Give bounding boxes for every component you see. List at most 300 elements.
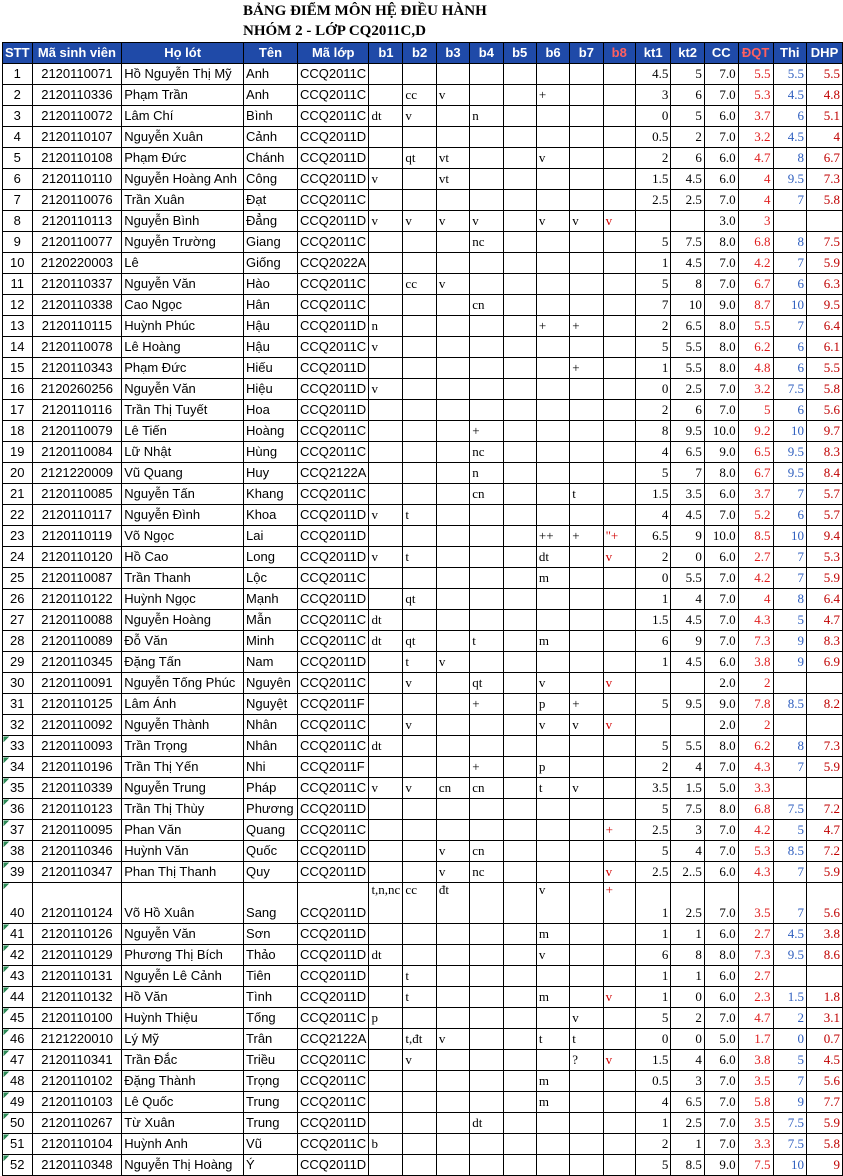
cell-kt2: 5.5: [671, 568, 705, 589]
cell-dqt: 3: [738, 211, 773, 232]
cell-class-code: CCQ2011C: [297, 442, 368, 463]
header-b2: b2: [403, 43, 436, 64]
cell-surname: Hồ Văn: [122, 987, 244, 1008]
cell-stt: 28: [3, 631, 33, 652]
cell-dhp: 8.2: [807, 694, 843, 715]
cell-class-code: CCQ2011F: [297, 694, 368, 715]
cell-b7: [570, 442, 603, 463]
cell-b6: [536, 169, 569, 190]
cell-kt1: 1: [635, 589, 670, 610]
cell-dqt: 3.5: [738, 1071, 773, 1092]
cell-class-code: CCQ2011C: [297, 1071, 368, 1092]
table-row: [3, 799, 843, 820]
cell-dqt: 4.3: [738, 862, 773, 883]
cell-thi: 9: [773, 1092, 807, 1113]
table-row: [3, 610, 843, 631]
cell-b4: [470, 715, 503, 736]
cell-student-id: 2120110107: [32, 127, 122, 148]
cell-b6: +: [536, 85, 569, 106]
cell-b3: v: [436, 274, 469, 295]
cell-thi: 6: [773, 106, 807, 127]
cell-class-code: CCQ2011C: [297, 673, 368, 694]
cell-thi: 4.5: [773, 127, 807, 148]
cell-cc: 6.0: [704, 652, 738, 673]
cell-b3: [436, 463, 469, 484]
cell-kt2: 2: [671, 127, 705, 148]
cell-b6: m: [536, 1071, 569, 1092]
cell-dqt: 6.8: [738, 232, 773, 253]
cell-kt1: 0: [635, 379, 670, 400]
cell-given-name: Tình: [244, 987, 298, 1008]
cell-dhp: 5.6: [807, 883, 843, 924]
cell-b4: v: [470, 211, 503, 232]
cell-b3: [436, 295, 469, 316]
cell-kt2: 3: [671, 820, 705, 841]
cell-b3: [436, 484, 469, 505]
cell-dqt: 5.3: [738, 85, 773, 106]
cell-kt1: 4: [635, 1092, 670, 1113]
cell-given-name: Hậu: [244, 316, 298, 337]
cell-b5: [503, 169, 536, 190]
cell-student-id: 2120110071: [32, 64, 122, 85]
cell-kt1: 1: [635, 924, 670, 945]
cell-stt: 24: [3, 547, 33, 568]
cell-class-code: CCQ2011C: [297, 106, 368, 127]
cell-kt2: 5: [671, 64, 705, 85]
cell-student-id: 2120110129: [32, 945, 122, 966]
cell-b1: dt: [369, 945, 403, 966]
cell-given-name: Long: [244, 547, 298, 568]
cell-b4: [470, 820, 503, 841]
cell-b3: v: [436, 1029, 469, 1050]
cell-kt1: 1: [635, 1113, 670, 1134]
cell-kt1: 5: [635, 694, 670, 715]
table-row: [3, 652, 843, 673]
cell-surname: Nguyễn Tống Phúc: [122, 673, 244, 694]
table-row: [3, 127, 843, 148]
cell-stt: 15: [3, 358, 33, 379]
table-row: [3, 505, 843, 526]
cell-b4: [470, 400, 503, 421]
cell-b5: [503, 295, 536, 316]
cell-b2: [403, 694, 436, 715]
cell-class-code: CCQ2122A: [297, 463, 368, 484]
cell-kt1: 5: [635, 1008, 670, 1029]
cell-b2: [403, 337, 436, 358]
cell-b3: v: [436, 841, 469, 862]
cell-stt: 45: [3, 1008, 33, 1029]
cell-thi: 0: [773, 1029, 807, 1050]
cell-b6: [536, 736, 569, 757]
cell-surname: Vũ Quang: [122, 463, 244, 484]
cell-b5: [503, 337, 536, 358]
cell-dhp: 5.9: [807, 862, 843, 883]
cell-stt: 22: [3, 505, 33, 526]
cell-kt1: 1.5: [635, 169, 670, 190]
cell-surname: Nguyễn Tấn: [122, 484, 244, 505]
cell-b6: [536, 820, 569, 841]
cell-class-code: CCQ2011C: [297, 568, 368, 589]
cell-student-id: 2120110343: [32, 358, 122, 379]
cell-b7: [570, 463, 603, 484]
cell-given-name: Giống: [244, 253, 298, 274]
cell-surname: Trần Thị Tuyết: [122, 400, 244, 421]
cell-given-name: Quang: [244, 820, 298, 841]
cell-thi: 4.5: [773, 85, 807, 106]
cell-stt: 10: [3, 253, 33, 274]
cell-thi: 7: [773, 883, 807, 924]
cell-b4: [470, 610, 503, 631]
cell-cc: 7.0: [704, 253, 738, 274]
cell-b8: v: [603, 211, 635, 232]
cell-thi: 4.5: [773, 924, 807, 945]
cell-cc: 7.0: [704, 757, 738, 778]
cell-class-code: CCQ2011D: [297, 945, 368, 966]
cell-kt2: 10: [671, 295, 705, 316]
cell-dhp: 5.7: [807, 484, 843, 505]
cell-b1: v: [369, 379, 403, 400]
cell-b8: [603, 945, 635, 966]
cell-b6: [536, 442, 569, 463]
cell-class-code: CCQ2011C: [297, 631, 368, 652]
cell-kt2: 7: [671, 463, 705, 484]
cell-class-code: CCQ2011C: [297, 1050, 368, 1071]
cell-b6: +: [536, 316, 569, 337]
cell-b2: [403, 1155, 436, 1176]
cell-cc: 7.0: [704, 883, 738, 924]
cell-dqt: 4.7: [738, 1008, 773, 1029]
cell-cc: 9.0: [704, 442, 738, 463]
cell-kt2: 9: [671, 526, 705, 547]
cell-dhp: 7.7: [807, 1092, 843, 1113]
cell-b1: [369, 841, 403, 862]
cell-class-code: CCQ2011C: [297, 820, 368, 841]
cell-dqt: 2: [738, 715, 773, 736]
cell-given-name: Đẳng: [244, 211, 298, 232]
cell-b5: [503, 966, 536, 987]
cell-dqt: 5.2: [738, 505, 773, 526]
cell-b5: [503, 631, 536, 652]
header-dhp: DHP: [807, 43, 843, 64]
cell-class-code: CCQ2011C: [297, 1134, 368, 1155]
cell-stt: 9: [3, 232, 33, 253]
cell-b8: "+: [603, 526, 635, 547]
cell-kt2: 6.5: [671, 1092, 705, 1113]
cell-given-name: Giang: [244, 232, 298, 253]
cell-b1: p: [369, 1008, 403, 1029]
cell-b1: [369, 442, 403, 463]
cell-surname: Huỳnh Văn: [122, 841, 244, 862]
cell-thi: 9.5: [773, 945, 807, 966]
cell-stt: 4: [3, 127, 33, 148]
cell-b4: [470, 253, 503, 274]
cell-student-id: 2120110108: [32, 148, 122, 169]
cell-b6: [536, 610, 569, 631]
cell-b7: [570, 589, 603, 610]
cell-dhp: 4: [807, 127, 843, 148]
cell-dhp: 4.7: [807, 610, 843, 631]
cell-b1: [369, 757, 403, 778]
cell-stt: 40: [3, 883, 33, 924]
cell-student-id: 2120110087: [32, 568, 122, 589]
cell-dqt: 8.5: [738, 526, 773, 547]
cell-kt1: 1.5: [635, 610, 670, 631]
cell-b8: [603, 652, 635, 673]
cell-kt2: 0: [671, 1029, 705, 1050]
cell-dqt: 9.2: [738, 421, 773, 442]
cell-b7: ?: [570, 1050, 603, 1071]
cell-surname: Trần Xuân: [122, 190, 244, 211]
cell-cc: 7.0: [704, 820, 738, 841]
cell-b8: [603, 1071, 635, 1092]
cell-dqt: 6.2: [738, 337, 773, 358]
cell-kt2: 2: [671, 1008, 705, 1029]
cell-b1: [369, 190, 403, 211]
cell-kt2: 8: [671, 274, 705, 295]
cell-dqt: 3.7: [738, 106, 773, 127]
cell-b5: [503, 945, 536, 966]
cell-kt2: 9.5: [671, 421, 705, 442]
cell-kt2: 1.5: [671, 778, 705, 799]
cell-b3: [436, 799, 469, 820]
cell-b6: [536, 505, 569, 526]
cell-b8: [603, 568, 635, 589]
cell-b1: [369, 1050, 403, 1071]
table-row: [3, 421, 843, 442]
cell-b7: [570, 652, 603, 673]
cell-cc: 7.0: [704, 505, 738, 526]
cell-given-name: Sang: [244, 883, 298, 924]
cell-b7: [570, 1092, 603, 1113]
cell-cc: 6.0: [704, 106, 738, 127]
cell-class-code: CCQ2011C: [297, 421, 368, 442]
cell-b6: [536, 190, 569, 211]
cell-b2: [403, 757, 436, 778]
cell-cc: 7.0: [704, 85, 738, 106]
header-stt: STT: [3, 43, 33, 64]
cell-surname: Nguyễn Thị Hoàng: [122, 1155, 244, 1176]
cell-dhp: 6.9: [807, 652, 843, 673]
cell-dhp: 9.4: [807, 526, 843, 547]
cell-b4: cn: [470, 484, 503, 505]
cell-b1: [369, 694, 403, 715]
cell-b3: đt: [436, 883, 469, 924]
cell-kt1: 6.5: [635, 526, 670, 547]
cell-b8: [603, 64, 635, 85]
cell-b1: [369, 1092, 403, 1113]
table-row: [3, 253, 843, 274]
cell-surname: Lê Tiến: [122, 421, 244, 442]
cell-b8: [603, 736, 635, 757]
header-cc: CC: [704, 43, 738, 64]
cell-b5: [503, 1113, 536, 1134]
cell-b7: [570, 883, 603, 924]
cell-dhp: 6.4: [807, 589, 843, 610]
cell-thi: 8.5: [773, 841, 807, 862]
cell-b2: [403, 568, 436, 589]
cell-student-id: 2120110196: [32, 757, 122, 778]
cell-b8: [603, 1029, 635, 1050]
cell-student-id: 2120110348: [32, 1155, 122, 1176]
cell-b6: v: [536, 673, 569, 694]
cell-thi: 7: [773, 547, 807, 568]
cell-b3: [436, 505, 469, 526]
cell-cc: 7.0: [704, 841, 738, 862]
cell-dqt: 5: [738, 400, 773, 421]
cell-kt2: 2.5: [671, 379, 705, 400]
cell-thi: 7.5: [773, 799, 807, 820]
cell-given-name: Hân: [244, 295, 298, 316]
cell-class-code: CCQ2011D: [297, 127, 368, 148]
cell-dqt: 3.3: [738, 778, 773, 799]
cell-b3: v: [436, 85, 469, 106]
cell-b5: [503, 442, 536, 463]
cell-student-id: 2120110077: [32, 232, 122, 253]
cell-b4: [470, 379, 503, 400]
cell-dhp: 5.9: [807, 253, 843, 274]
cell-b4: [470, 169, 503, 190]
cell-b5: [503, 232, 536, 253]
cell-kt1: 5: [635, 232, 670, 253]
cell-b6: [536, 64, 569, 85]
cell-kt1: 2: [635, 400, 670, 421]
cell-dqt: 7.8: [738, 694, 773, 715]
cell-dhp: 3.1: [807, 1008, 843, 1029]
cell-b4: [470, 1029, 503, 1050]
cell-b1: dt: [369, 106, 403, 127]
cell-cc: 8.0: [704, 337, 738, 358]
cell-cc: 6.0: [704, 924, 738, 945]
cell-kt1: 0: [635, 1029, 670, 1050]
cell-given-name: Nguyệt: [244, 694, 298, 715]
header-b3: b3: [436, 43, 469, 64]
cell-b8: [603, 631, 635, 652]
cell-b7: [570, 505, 603, 526]
cell-given-name: Pháp: [244, 778, 298, 799]
cell-b3: [436, 316, 469, 337]
cell-b4: +: [470, 757, 503, 778]
cell-b4: [470, 85, 503, 106]
cell-b6: [536, 966, 569, 987]
cell-b4: [470, 966, 503, 987]
cell-class-code: CCQ2011D: [297, 358, 368, 379]
cell-b7: [570, 253, 603, 274]
cell-b5: [503, 862, 536, 883]
cell-kt2: 1: [671, 924, 705, 945]
cell-b3: vt: [436, 169, 469, 190]
cell-cc: 7.0: [704, 64, 738, 85]
cell-kt1: 0.5: [635, 127, 670, 148]
cell-b8: [603, 190, 635, 211]
cell-b5: [503, 463, 536, 484]
table-row: [3, 337, 843, 358]
cell-b7: [570, 1071, 603, 1092]
cell-b1: [369, 568, 403, 589]
cell-b2: [403, 190, 436, 211]
cell-class-code: CCQ2011C: [297, 232, 368, 253]
cell-b2: [403, 1092, 436, 1113]
cell-thi: 10: [773, 295, 807, 316]
cell-surname: Nguyễn Văn: [122, 274, 244, 295]
cell-dqt: 4: [738, 589, 773, 610]
cell-given-name: Hoàng: [244, 421, 298, 442]
cell-b8: [603, 841, 635, 862]
cell-surname: Lê Quốc: [122, 1092, 244, 1113]
cell-b7: [570, 841, 603, 862]
cell-b7: [570, 1155, 603, 1176]
cell-b2: t: [403, 652, 436, 673]
cell-dhp: 5.1: [807, 106, 843, 127]
cell-surname: Trần Trọng: [122, 736, 244, 757]
header-kt2: kt2: [671, 43, 705, 64]
cell-b2: t,đt: [403, 1029, 436, 1050]
cell-dhp: 7.2: [807, 799, 843, 820]
cell-b8: v: [603, 547, 635, 568]
cell-kt1: 2: [635, 148, 670, 169]
cell-dqt: 2.7: [738, 547, 773, 568]
cell-class-code: CCQ2011C: [297, 64, 368, 85]
cell-cc: 7.0: [704, 1092, 738, 1113]
cell-b2: t: [403, 987, 436, 1008]
cell-kt1: 1: [635, 966, 670, 987]
cell-dhp: 4.8: [807, 85, 843, 106]
cell-b6: [536, 421, 569, 442]
cell-b8: [603, 484, 635, 505]
cell-class-code: CCQ2011C: [297, 715, 368, 736]
cell-class-code: CCQ2011D: [297, 883, 368, 924]
cell-b6: [536, 862, 569, 883]
cell-b1: [369, 148, 403, 169]
cell-surname: Võ Ngọc: [122, 526, 244, 547]
cell-thi: [773, 966, 807, 987]
cell-b7: [570, 736, 603, 757]
cell-dhp: 8.3: [807, 631, 843, 652]
cell-b3: [436, 400, 469, 421]
header-given-name: Tên: [244, 43, 298, 64]
cell-b1: [369, 127, 403, 148]
cell-stt: 43: [3, 966, 33, 987]
cell-given-name: Hùng: [244, 442, 298, 463]
cell-b8: +: [603, 883, 635, 924]
cell-given-name: Vũ: [244, 1134, 298, 1155]
cell-given-name: Quy: [244, 862, 298, 883]
cell-b2: [403, 1113, 436, 1134]
table-row: [3, 316, 843, 337]
cell-given-name: Tống: [244, 1008, 298, 1029]
cell-b7: v: [570, 1008, 603, 1029]
cell-cc: 5.0: [704, 1029, 738, 1050]
cell-b5: [503, 211, 536, 232]
cell-b5: [503, 1008, 536, 1029]
cell-student-id: 2120110103: [32, 1092, 122, 1113]
cell-b5: [503, 589, 536, 610]
cell-surname: Đặng Tấn: [122, 652, 244, 673]
cell-student-id: 2120110084: [32, 442, 122, 463]
cell-dhp: [807, 966, 843, 987]
cell-surname: Huỳnh Thiệu: [122, 1008, 244, 1029]
cell-b6: m: [536, 924, 569, 945]
cell-b4: [470, 1050, 503, 1071]
cell-cc: 7.0: [704, 589, 738, 610]
cell-b2: [403, 421, 436, 442]
table-row: [3, 85, 843, 106]
cell-dqt: 3.8: [738, 652, 773, 673]
cell-b5: [503, 1071, 536, 1092]
cell-thi: 7: [773, 253, 807, 274]
cell-kt2: [671, 715, 705, 736]
cell-b7: [570, 799, 603, 820]
cell-stt: 3: [3, 106, 33, 127]
